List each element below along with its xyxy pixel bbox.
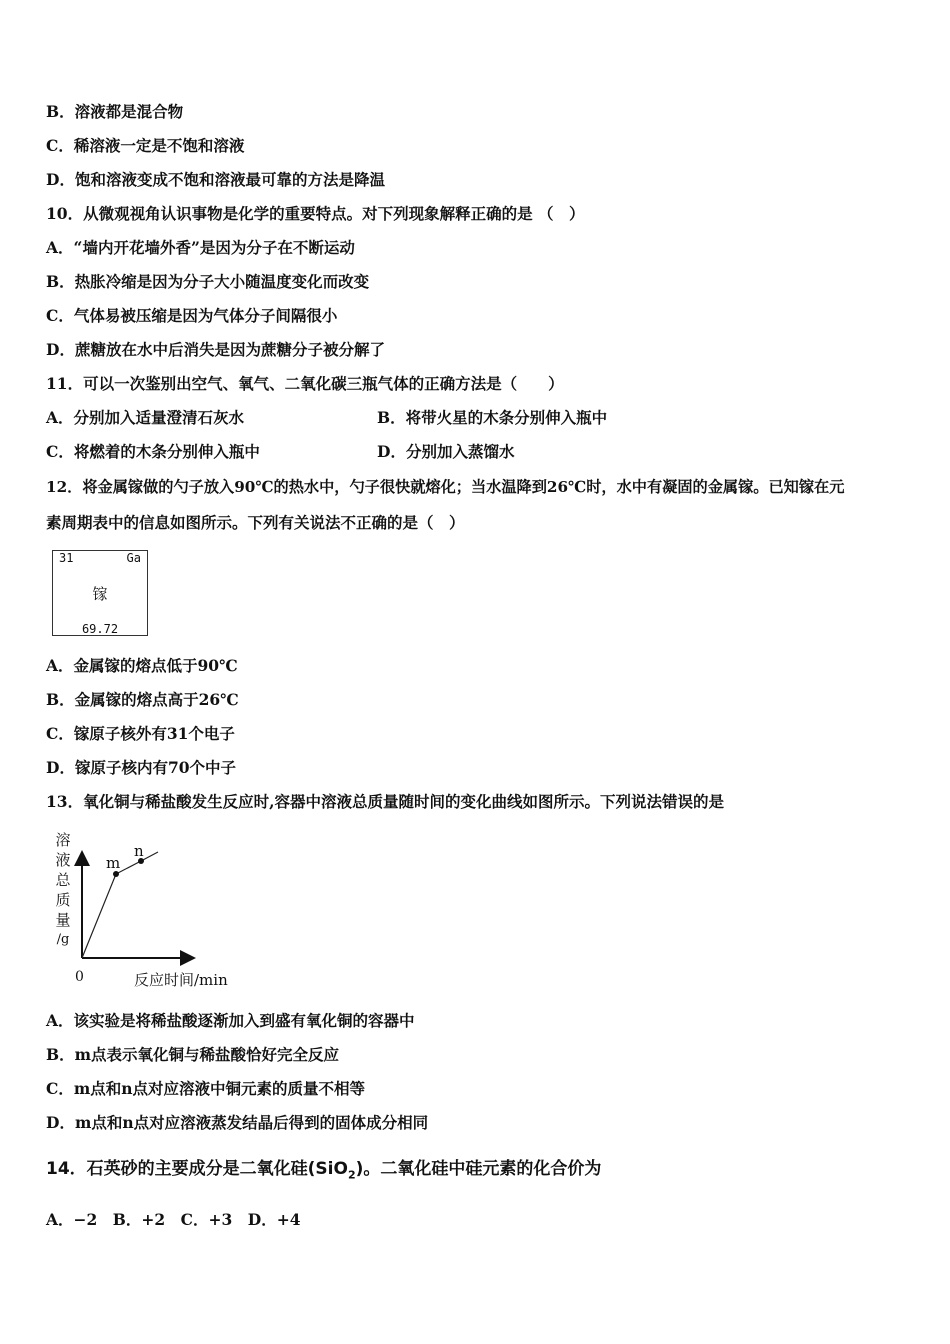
y-label-char: 溶 [55,831,71,849]
y-label-char: 量 [55,911,71,929]
y-label-char: 液 [55,851,71,869]
q11-option-c: C．将燃着的木条分别伸入瓶中 [46,442,260,461]
point-m-label: m [106,854,121,872]
q9-option-d: D．饱和溶液变成不饱和溶液最可靠的方法是降温 [46,170,385,189]
q14-stem-prefix: 14．石英砂的主要成分是二氧化硅(SiO [46,1159,348,1179]
atomic-mass: 69.72 [81,622,119,636]
q14-stem-suffix: )。二氧化硅中硅元素的化合价为 [355,1159,602,1179]
q10-option-a: A．“墙内开花墙外香”是因为分子在不断运动 [46,238,355,257]
atomic-number: 31 [59,551,74,565]
q12-stem-line1: 12．将金属镓做的勺子放入90℃的热水中，勺子很快就熔化；当水温降到26℃时，水中有凝固的金属镓。已知镓在元 [46,478,845,496]
graph-origin-label: 0 [75,969,84,985]
q12-option-c: C．镓原子核外有31个电子 [46,724,235,743]
q12-option-b: B．金属镓的熔点高于26℃ [46,690,239,709]
q10-option-b: B．热胀冷缩是因为分子大小随温度变化而改变 [46,272,370,291]
y-label-char: 质 [55,891,71,909]
q9-option-c: C．稀溶液一定是不饱和溶液 [46,136,245,155]
element-name: 镓 [92,585,108,603]
point-n-label: n [134,842,144,860]
q12-stem-line2: 素周期表中的信息如图所示。下列有关说法不正确的是（ ） [46,513,465,532]
q14-stem-subscript: 2 [347,1168,356,1182]
q11-option-a: A．分别加入适量澄清石灰水 [46,408,245,427]
q9-option-b: B．溶液都是混合物 [46,102,184,121]
element-symbol: Ga [126,551,141,565]
q10-stem: 10．从微观视角认识事物是化学的重要特点。对下列现象解释正确的是 （ ） [46,204,585,223]
q13-option-a: A．该实验是将稀盐酸逐渐加入到盛有氧化铜的容器中 [46,1011,415,1030]
q11-option-d: D．分别加入蒸馏水 [377,442,515,461]
q13-stem: 13．氧化铜与稀盐酸发生反应时,容器中溶液总质量随时间的变化曲线如图所示。下列说法错误的是 [46,792,724,811]
q11-stem: 11．可以一次鉴别出空气、氧气、二氧化碳三瓶气体的正确方法是（ ） [46,374,564,393]
q11-option-b: B．将带火星的木条分别伸入瓶中 [377,408,608,427]
y-label-char: /g [56,932,70,947]
mass-time-graph [46,826,256,992]
q14-stem [46,1159,601,1185]
y-label-char: 总 [55,871,71,889]
q13-option-b: B．m点表示氧化铜与稀盐酸恰好完全反应 [46,1045,340,1064]
graph-axes-svg [46,826,256,992]
periodic-table-cell-gallium [52,550,148,636]
q12-option-d: D．镓原子核内有70个中子 [46,758,237,777]
q12-option-a: A．金属镓的熔点低于90℃ [46,656,238,675]
q10-option-c: C．气体易被压缩是因为气体分子间隔很小 [46,306,338,325]
q14-options: A．−2 B．+2 C．+3 D．+4 [46,1210,301,1229]
q13-option-c: C．m点和n点对应溶液中铜元素的质量不相等 [46,1079,366,1098]
graph-x-axis-label: 反应时间/min [134,971,228,989]
q13-option-d: D．m点和n点对应溶液蒸发结晶后得到的固体成分相同 [46,1113,429,1132]
q10-option-d: D．蔗糖放在水中后消失是因为蔗糖分子被分解了 [46,340,385,359]
